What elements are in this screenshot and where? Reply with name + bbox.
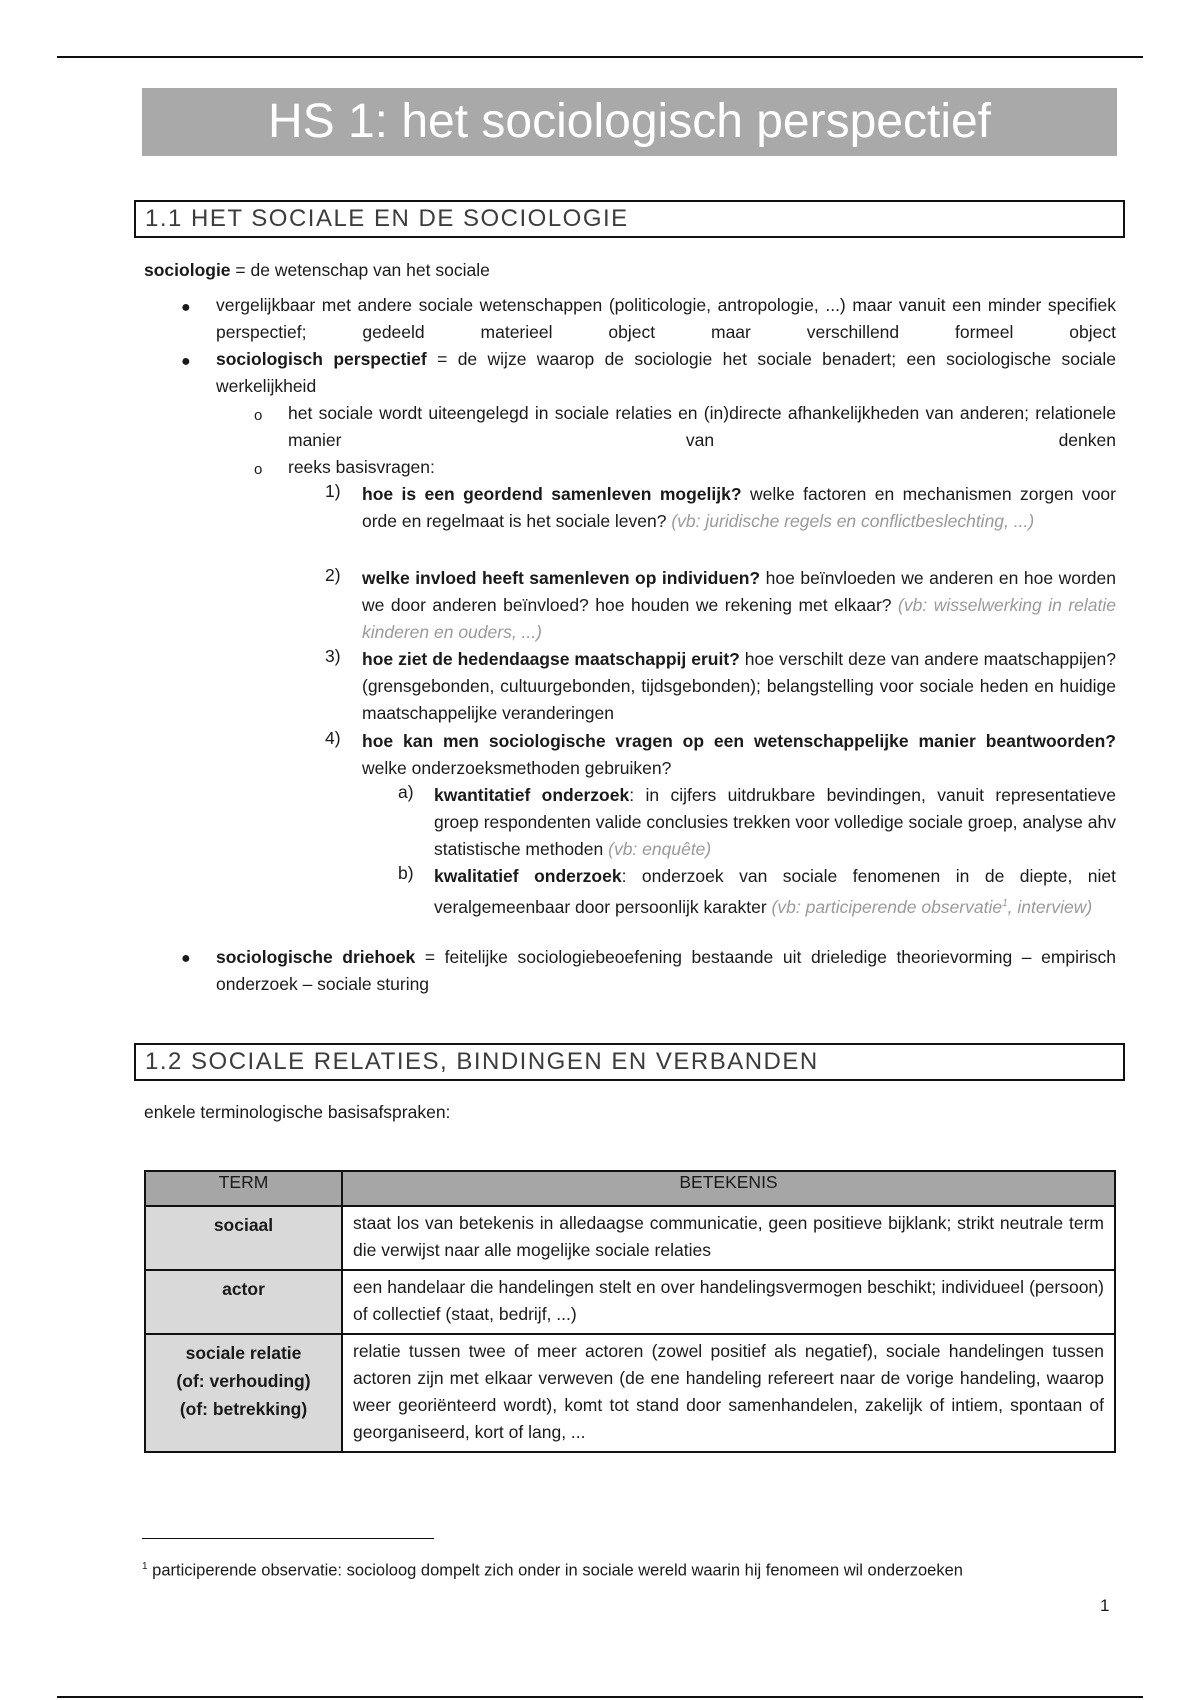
column-header-term: TERM <box>145 1171 342 1206</box>
table-row <box>145 1334 1115 1452</box>
section-heading-1-1: 1.1 HET SOCIALE EN DE SOCIOLOGIE <box>134 200 1125 238</box>
footnote-mark: 1 <box>142 1561 148 1572</box>
meaning-cell: staat los van betekenis in alledaagse communicatie, geen positieve bijklank; strikt neutrale term die verwijst naar alle mogelijke sociale relaties <box>342 1206 1115 1270</box>
question-number: 2) <box>325 565 341 585</box>
term-cell: sociaal <box>145 1206 342 1270</box>
definition-text: = de wetenschap van het sociale <box>230 260 490 280</box>
sub-question-letter: a) <box>398 782 414 802</box>
footnote-text: participerende observatie: socioloog dompelt zich onder in sociale wereld waarin hij fenomeen wil onderzoeken <box>147 1561 963 1580</box>
sub-question-letter: b) <box>398 863 414 883</box>
meaning-cell: relatie tussen twee of meer actoren (zowel positief als negatief), sociale handelingen tussen actoren zijn met elkaar verweven (de ene handeling refereert naar de vorige handeling, waarop weer georiënteerd wordt), komt tot stand door samenhandelen, zakelijk of intiem, spontaan of georganiseerd, kort of lang, ... <box>342 1334 1115 1452</box>
table-row <box>145 1206 1115 1270</box>
perspective-term: sociologisch perspectief <box>216 349 427 369</box>
bullet-icon: ● <box>181 353 191 370</box>
question-number: 3) <box>325 646 341 666</box>
footnote <box>142 1561 963 1581</box>
question-number: 4) <box>325 728 341 748</box>
meaning-cell: een handelaar die handelingen stelt en over handelingsvermogen beschikt; individueel (persoon) of collectief (staat, bedrijf, ...) <box>342 1270 1115 1334</box>
sub-relational: het sociale wordt uiteengelegd in sociale relaties en (in)directe afhankelijkheden van anderen; relationele manier van denken <box>288 403 1116 450</box>
sociologie-definition <box>144 257 490 284</box>
bullet-comparable: vergelijkbaar met andere sociale wetenschappen (politicologie, antropologie, ...) maar vanuit een minder specifiek perspectief; gedeeld materieel object maar verschillend formeel object <box>216 295 1116 342</box>
circle-bullet-icon: o <box>254 407 263 424</box>
question-2: welke invloed heeft samenleven op individuen? hoe beïnvloeden we anderen en hoe worden we door anderen beïnvloed? hoe houden we rekening met elkaar? (vb: wisselwerking in relatie kinderen en ouders, ...) <box>362 568 1116 642</box>
top-rule <box>57 56 1143 58</box>
page-number: 1 <box>1100 1596 1110 1615</box>
method-quantitative: kwantitatief onderzoek: in cijfers uitdrukbare bevindingen, vanuit representatieve groep respondenten valide conclusies trekken voor volledige sociale groep, analyse ahv statistische methoden (vb: enquête) <box>434 785 1116 859</box>
bottom-rule <box>57 1696 1143 1698</box>
column-header-meaning: BETEKENIS <box>342 1171 1115 1206</box>
bullet-icon: ● <box>181 950 191 967</box>
table-row <box>145 1270 1115 1334</box>
bullet-triangle: sociologische driehoek = feitelijke sociologiebeoefening bestaande uit drieledige theorievorming – empirisch onderzoek – sociale sturing <box>216 947 1117 994</box>
terminology-intro: enkele terminologische basisafspraken: <box>144 1102 451 1122</box>
question-number: 1) <box>325 481 341 501</box>
footnote-rule <box>142 1538 434 1539</box>
sub-basic-questions: reeks basisvragen: <box>288 457 435 477</box>
question-3: hoe ziet de hedendaagse maatschappij eruit? hoe verschilt deze van andere maatschappijen? (grensgebonden, cultuurgebonden, tijdsgebonden); belangstelling voor sociale heden en huidige maatschappelijke veranderingen <box>362 649 1116 723</box>
perspective-text: = de wijze waarop de sociologie het sociale benadert; een sociologische sociale werkelijkheid <box>216 349 1116 396</box>
term-cell: sociale relatie (of: verhouding) (of: betrekking) <box>145 1334 342 1452</box>
method-qualitative: kwalitatief onderzoek: onderzoek van sociale fenomenen in de diepte, niet veralgemeenbaar door persoonlijk karakter (vb: participerende observatie$^1$, interview) <box>434 866 1116 917</box>
definition-term: sociologie <box>144 260 231 280</box>
table-header-row <box>145 1171 1115 1206</box>
chapter-title: HS 1: het sociologisch perspectief <box>142 88 1117 156</box>
terminology-table <box>144 1170 1116 1453</box>
section-heading-1-2: 1.2 SOCIALE RELATIES, BINDINGEN EN VERBANDEN <box>134 1043 1125 1081</box>
term-cell: actor <box>145 1270 342 1334</box>
circle-bullet-icon: o <box>254 461 263 478</box>
bullet-perspective <box>216 346 1116 400</box>
question-1: hoe is een geordend samenleven mogelijk? welke factoren en mechanismen zorgen voor orde en regelmaat is het sociale leven? (vb: juridische regels en conflictbeslechting, ...) <box>362 484 1116 531</box>
footnote-ref: 1 <box>1002 898 1008 909</box>
question-4: hoe kan men sociologische vragen op een wetenschappelijke manier beantwoorden? welke onderzoeksmethoden gebruiken? <box>362 731 1116 778</box>
bullet-icon: ● <box>181 299 191 316</box>
